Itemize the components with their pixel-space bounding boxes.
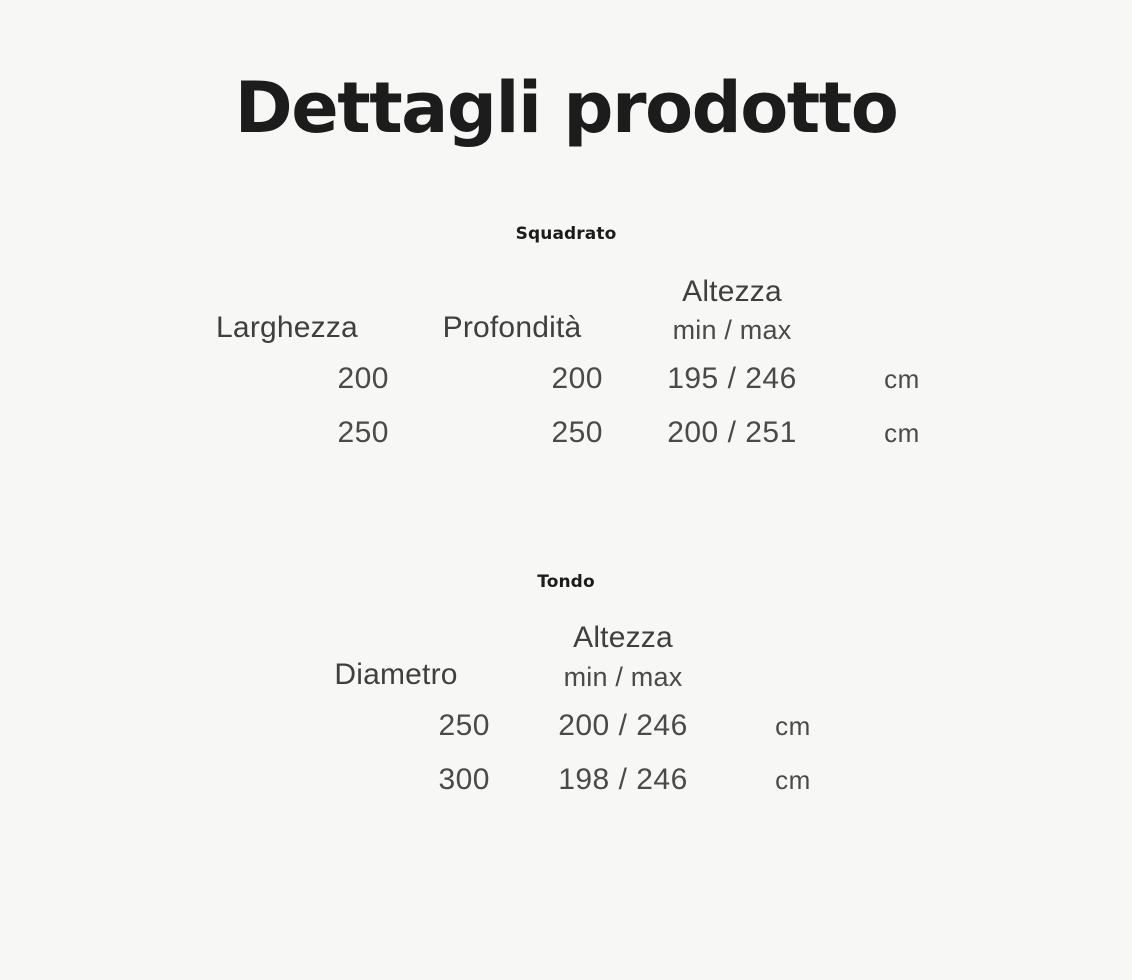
table-header-squadrato	[171, 272, 961, 353]
column-header-profondita-label: Profondità	[442, 310, 582, 344]
cell-unit: cm	[884, 363, 920, 394]
cell-unit: cm	[775, 710, 811, 741]
spec-table-tondo	[280, 618, 852, 807]
column-header-larghezza-label: Larghezza	[216, 310, 358, 344]
table-header-row	[280, 618, 852, 699]
cell-diametro: 250	[438, 709, 490, 743]
cell-larghezza: 200	[337, 362, 389, 396]
column-header-altezza	[512, 618, 734, 699]
column-header-profondita	[403, 272, 621, 353]
table-row	[280, 699, 852, 753]
column-header-altezza-sublabel: min / max	[672, 315, 792, 345]
cell-profondita: 250	[551, 416, 603, 450]
table-header-row	[171, 272, 961, 353]
table-row	[171, 406, 961, 460]
table-body-squadrato	[171, 352, 961, 460]
column-header-unit	[734, 618, 852, 699]
table-header-tondo	[280, 618, 852, 699]
table-row	[280, 753, 852, 807]
table-row	[171, 352, 961, 406]
column-header-altezza-sublabel: min / max	[563, 661, 683, 692]
column-header-larghezza	[171, 272, 403, 353]
column-header-diametro-label: Diametro	[334, 657, 458, 691]
column-header-altezza	[621, 272, 843, 353]
cell-larghezza: 250	[337, 416, 389, 450]
cell-altezza: 198 / 246	[558, 763, 688, 797]
column-header-unit	[843, 272, 961, 353]
column-header-altezza-label: Altezza	[682, 274, 782, 308]
page-title: Dettagli prodotto	[234, 67, 898, 149]
cell-diametro: 300	[438, 763, 490, 797]
column-header-altezza-label: Altezza	[573, 621, 673, 655]
cell-altezza: 200 / 246	[558, 709, 688, 743]
section-title-squadrato: Squadrato	[515, 223, 617, 244]
cell-profondita: 200	[551, 362, 603, 396]
cell-altezza: 200 / 251	[667, 416, 797, 450]
column-header-diametro	[280, 618, 512, 699]
cell-altezza: 195 / 246	[667, 362, 797, 396]
spec-table-squadrato	[171, 272, 961, 461]
cell-unit: cm	[884, 417, 920, 448]
section-tondo	[0, 460, 1132, 807]
cell-unit: cm	[775, 764, 811, 795]
section-squadrato	[0, 146, 1132, 461]
table-body-tondo	[280, 699, 852, 807]
section-title-tondo: Tondo	[537, 572, 595, 593]
